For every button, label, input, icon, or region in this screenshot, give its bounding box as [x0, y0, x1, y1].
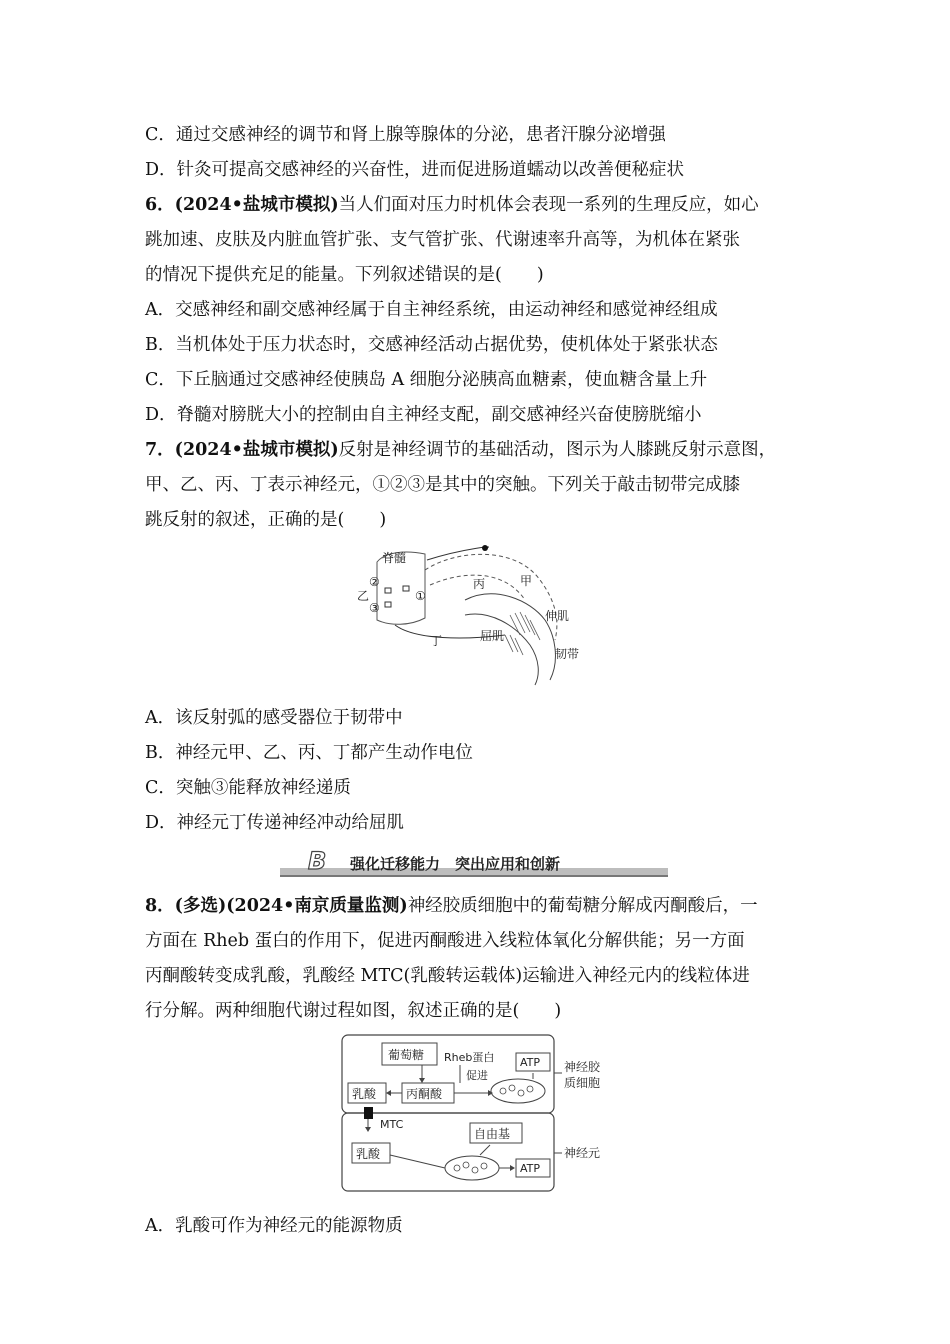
receptor-dot: [482, 545, 488, 551]
metabolism-diagram: [340, 1033, 630, 1198]
label-ligament: 韧带: [555, 647, 580, 661]
label-spinal-cord: 脊髓: [382, 551, 407, 565]
promote-label: 促进: [466, 1069, 488, 1082]
sensory-neuron: [427, 547, 489, 560]
label-synapse-2: ②: [369, 575, 380, 589]
neuron-label: 神经元: [564, 1146, 601, 1160]
q5-option-c: C．通过交感神经的调节和肾上腺等腺体的分泌，患者汗腺分泌增强: [145, 125, 666, 145]
label-synapse-1: ①: [415, 589, 426, 603]
banner-letter: B: [308, 850, 327, 875]
mtc-transporter: [364, 1107, 373, 1119]
q8-option-a: A．乳酸可作为神经元的能源物质: [145, 1216, 403, 1236]
label-yi: 乙: [357, 589, 370, 603]
free-radical-label: 自由基: [474, 1127, 511, 1141]
glia-label-line1: 神经胶: [564, 1060, 601, 1074]
banner-underline: [280, 875, 668, 877]
synapse-2-shape: [385, 588, 391, 593]
section-banner: [145, 845, 815, 885]
neuron-mito-cristae: [454, 1162, 487, 1173]
q7-stem-text: 反射是神经调节的基础活动，图示为人膝跳反射示意图，: [338, 440, 777, 460]
glia-atp-label: ATP: [520, 1056, 541, 1069]
knee-jerk-reflex-figure: [145, 540, 815, 695]
metabolism-figure: [145, 1033, 815, 1203]
mito-to-radical-arrow: [480, 1145, 490, 1155]
q6-option-c: C．下丘脑通过交感神经使胰岛 A 细胞分泌胰高血糖素，使血糖含量上升: [145, 370, 708, 390]
label-extensor: 伸肌: [545, 609, 570, 623]
knee-jerk-diagram: [355, 540, 595, 690]
glia-mito-cristae: [500, 1085, 533, 1096]
glucose-label: 葡萄糖: [388, 1048, 425, 1062]
glia-label-line2: 质细胞: [564, 1076, 601, 1090]
q7-option-d: D．神经元丁传递神经冲动给屈肌: [145, 813, 405, 833]
label-synapse-3: ③: [369, 601, 380, 615]
q7-stem-line-3: 跳反射的叙述，正确的是( ): [145, 510, 387, 530]
glia-cell-box: [342, 1035, 554, 1113]
q5-option-d: D．针灸可提高交感神经的兴奋性，进而促进肠道蠕动以改善便秘症状: [145, 160, 685, 180]
mtc-arrowhead: [365, 1127, 371, 1132]
q6-stem-line-3: 的情况下提供充足的能量。下列叙述错误的是( ): [145, 265, 544, 285]
q8-stem-line-2: 方面在 Rheb 蛋白的作用下，促进丙酮酸进入线粒体氧化分解供能；另一方面: [145, 931, 745, 951]
q6-option-a: A．交感神经和副交感神经属于自主神经系统，由运动神经和感觉神经组成: [145, 300, 718, 320]
label-ding: 丁: [430, 634, 443, 648]
muscle-hatching: [505, 612, 540, 655]
mito-to-atp-neuron-arrowhead: [510, 1165, 515, 1171]
banner-title: 强化迁移能力 突出应用和创新: [350, 855, 561, 873]
q6-stem-line-2: 跳加速、皮肤及内脏血管扩张、支气管扩张、代谢速率升高等，为机体在紧张: [145, 230, 740, 250]
document-page: [145, 118, 815, 1244]
mtc-label: MTC: [380, 1118, 404, 1131]
glia-mitochondrion: [491, 1079, 545, 1103]
q7-option-a: A．该反射弧的感受器位于韧带中: [145, 708, 403, 728]
rheb-label: Rheb蛋白: [444, 1051, 495, 1064]
pyruvate-to-lactate-arrowhead: [386, 1090, 391, 1096]
neuron-mitochondrion: [445, 1156, 499, 1180]
q6-option-b: B．当机体处于压力状态时，交感神经活动占据优势，使机体处于紧张状态: [145, 335, 718, 355]
neuron-bing-path: [425, 554, 557, 640]
q6-number: 6．(2024•盐城市模拟): [145, 195, 339, 215]
q8-stem-line-3: 丙酮酸转变成乳酸，乳酸经 MTC(乳酸转运载体)运输进入神经元内的线粒体进: [145, 966, 750, 986]
synapse-3-shape: [385, 602, 391, 607]
q7-option-c: C．突触③能释放神经递质: [145, 778, 351, 798]
q8-number: 8．(多选)(2024•南京质量监测): [145, 896, 408, 916]
q8-stem-text: 神经胶质细胞中的葡萄糖分解成丙酮酸后，一: [407, 896, 758, 916]
lactate-glia-label: 乳酸: [352, 1087, 377, 1101]
q8-stem-line-4: 行分解。两种细胞代谢过程如图，叙述正确的是( ): [145, 1001, 562, 1021]
q7-option-b: B．神经元甲、乙、丙、丁都产生动作电位: [145, 743, 473, 763]
synapse-1-shape: [403, 586, 409, 591]
q7-stem-line-1: [145, 433, 815, 468]
q7-number: 7．(2024•盐城市模拟): [145, 440, 339, 460]
label-bing: 丙: [473, 577, 486, 591]
q6-option-d: D．脊髓对膀胱大小的控制由自主神经支配，副交感神经兴奋使膀胱缩小: [145, 405, 702, 425]
q6-stem-line-1: [145, 188, 815, 223]
q8-stem-line-1: [145, 889, 815, 924]
lactate-to-mito-arrow: [390, 1155, 445, 1168]
neuron-atp-label: ATP: [520, 1162, 541, 1175]
leg-outline: [465, 594, 555, 685]
label-jia: 甲: [520, 574, 533, 588]
lactate-neuron-label: 乳酸: [356, 1147, 381, 1161]
label-flexor: 屈肌: [480, 629, 505, 643]
section-banner-graphic: [280, 850, 670, 882]
q7-stem-line-2: 甲、乙、丙、丁表示神经元，①②③是其中的突触。下列关于敲击韧带完成膝: [145, 475, 740, 495]
q6-stem-text: 当人们面对压力时机体会表现一系列的生理反应，如心: [338, 195, 759, 215]
pyruvate-label: 丙酮酸: [406, 1087, 443, 1101]
glucose-arrowhead: [419, 1078, 425, 1083]
